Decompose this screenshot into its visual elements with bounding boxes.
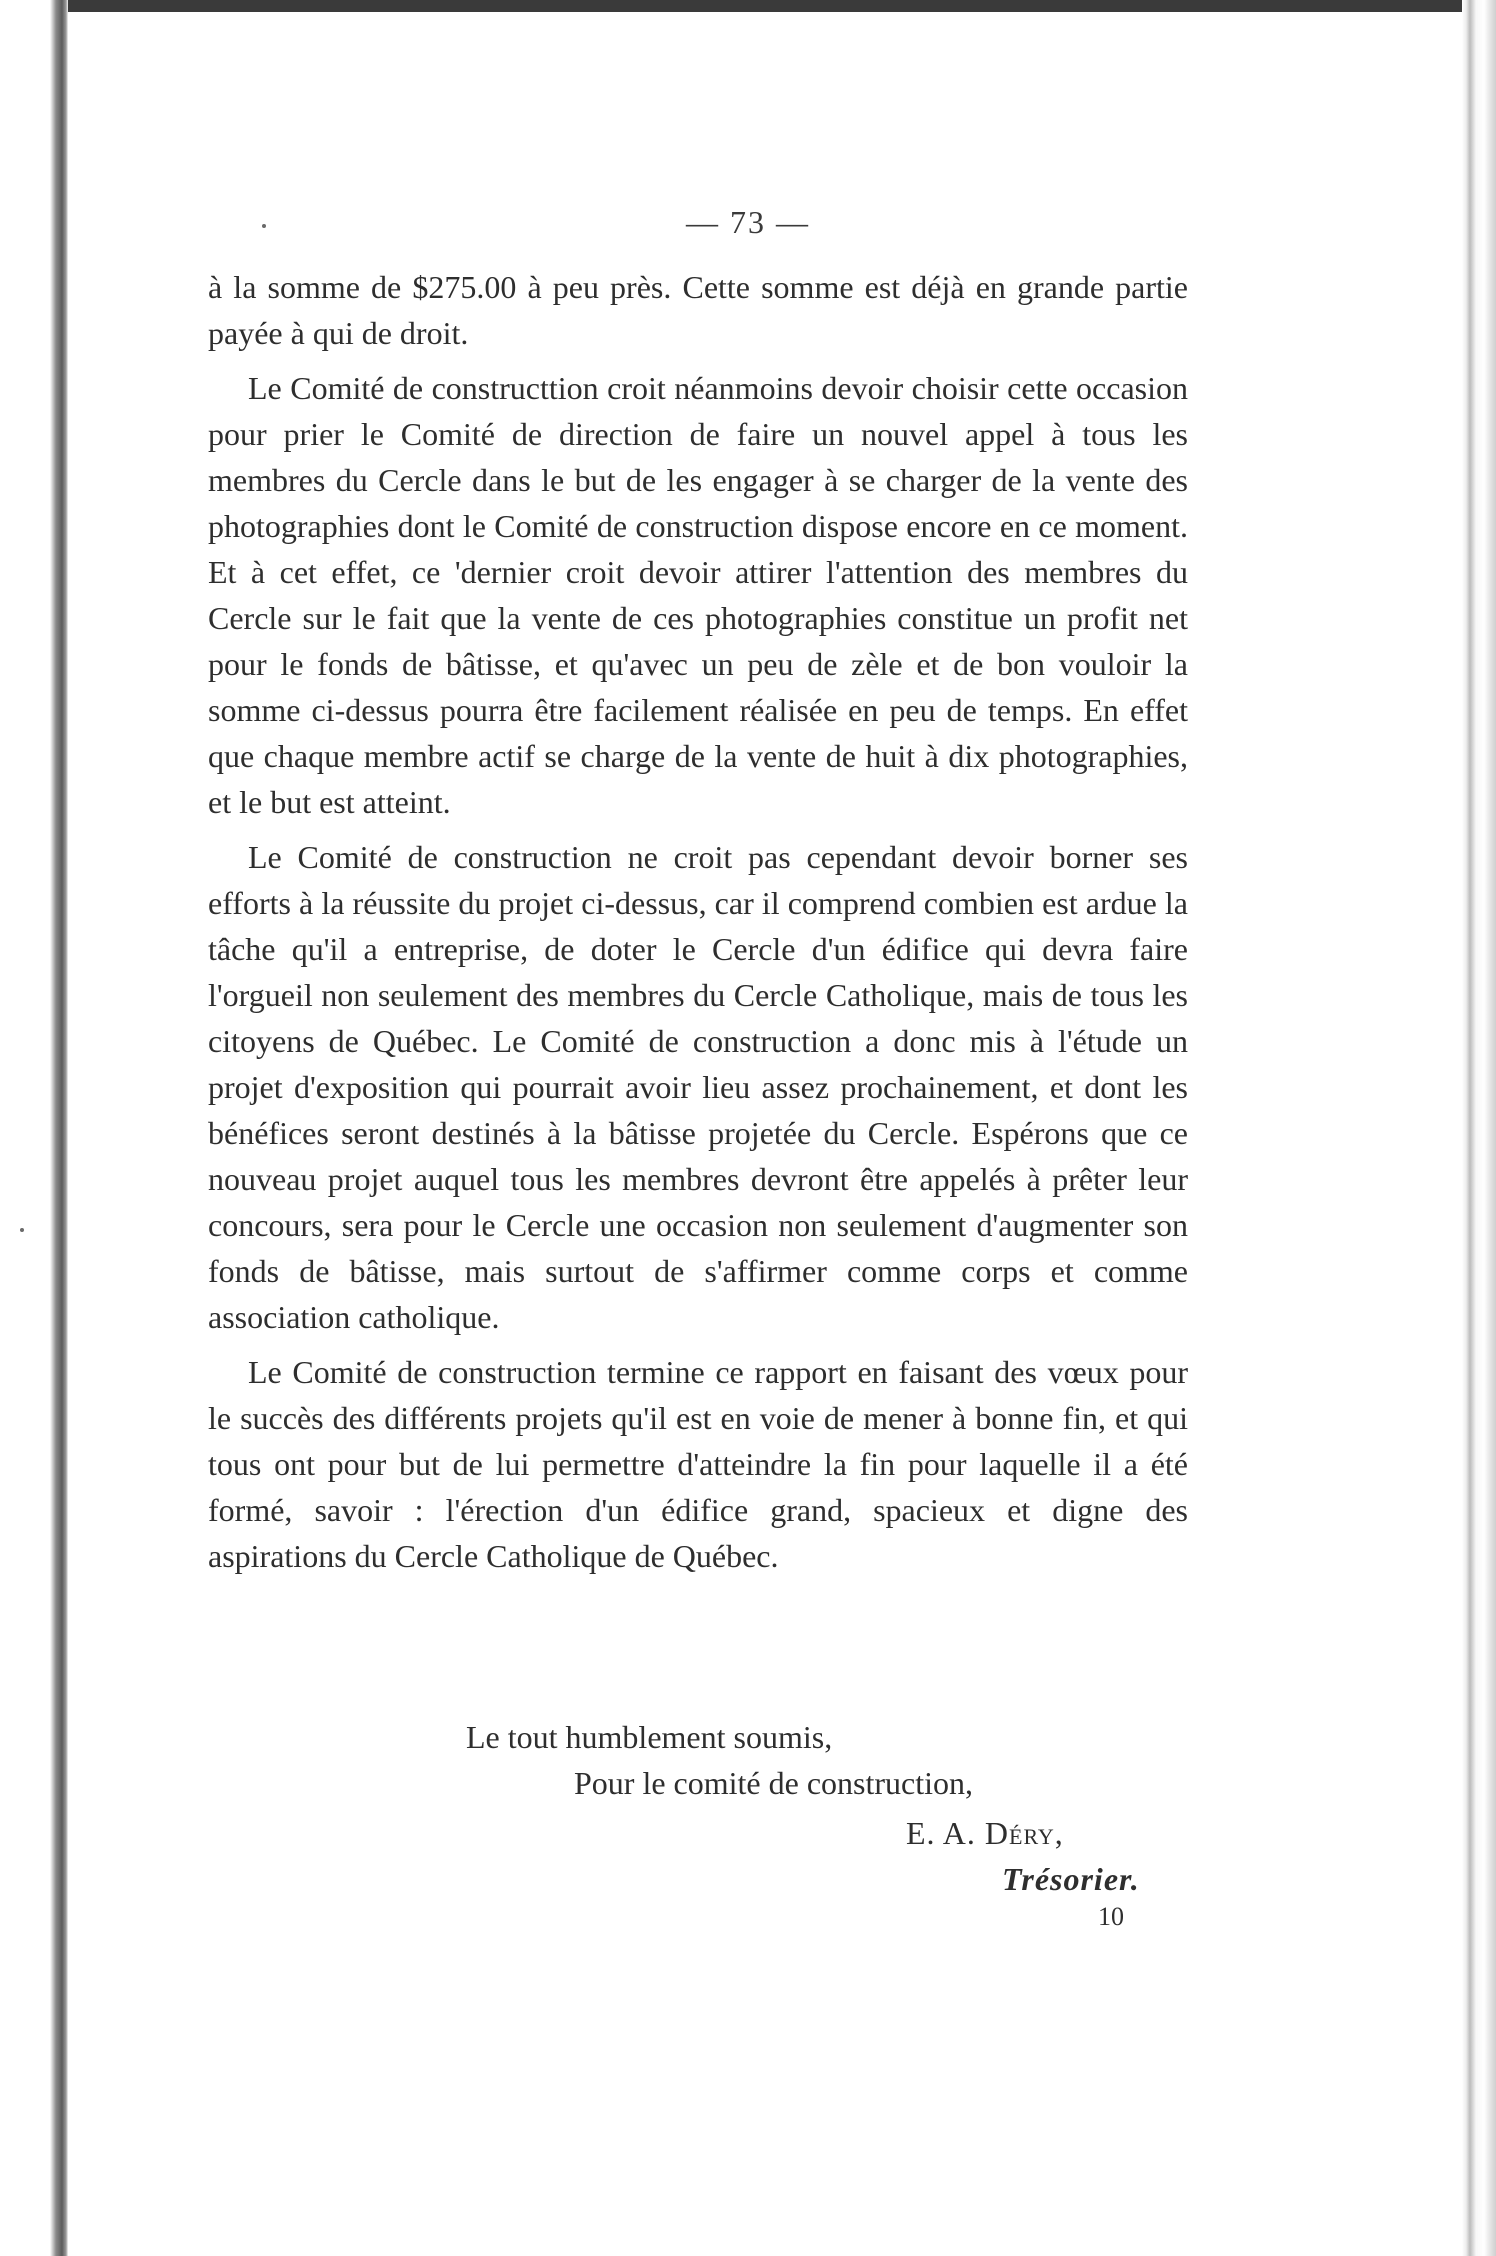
paragraph: Le Comité de constructtion croit néanmoins devoir choisir cette occasion pour prier le Comité de direction de faire un nouvel appel à tous les membres du Cercle dans le but de les engager à se charger de la vente des photographies dont le Comité de construction dispose encore en ce moment. Et à cet effet, ce 'dernier croit devoir attirer l'attention des membres du Cercle sur le fait que la vente de ces photographies constitue un profit net pour le fonds de bâtisse, et qu'avec un peu de zèle et de bon vouloir la somme ci-dessus pourra être facilement réalisée en peu de temps. En effet que chaque membre actif se charge de la vente de huit à dix photographies, et le but est atteint. xyxy=(208,370,1188,820)
body-text xyxy=(208,264,1188,1588)
sheet-signature-mark: 10 xyxy=(1098,1902,1124,1931)
paragraph-continuation: à la somme de $275.00 à peu près. Cette somme est déjà en grande partie payée à qui de droit. xyxy=(208,269,1188,351)
closing-line: Pour le comité de construction, xyxy=(574,1765,974,1801)
signatory-title: Trésorier. xyxy=(1002,1861,1140,1897)
page-right-edge xyxy=(1462,0,1496,2256)
closing-line: Le tout humblement soumis, xyxy=(466,1719,833,1755)
page-number: — 73 — xyxy=(686,204,810,240)
book-gutter-edge xyxy=(0,0,68,2256)
scan-speck xyxy=(20,1228,24,1232)
scan-top-border xyxy=(0,0,1496,12)
signatory-name: E. A. Déry, xyxy=(906,1815,1064,1851)
paragraph: Le Comité de construction termine ce rapport en faisant des vœux pour le succès des différents projets qu'il est en voie de mener à bonne fin, et qui tous ont pour but de lui permettre d'atteindre la fin pour laquelle il a été formé, savoir : l'érection d'un édifice grand, spacieux et digne des aspirations du Cercle Catholique de Québec. xyxy=(208,1354,1188,1574)
paragraph: Le Comité de construction ne croit pas cependant devoir borner ses efforts à la réussite du projet ci-dessus, car il comprend combien est ardue la tâche qu'il a entreprise, de doter le Cercle d'un édifice qui devra faire l'orgueil non seulement des membres du Cercle Catholique, mais de tous les citoyens de Québec. Le Comité de construction a donc mis à l'étude un projet d'exposition qui pourrait avoir lieu assez prochainement, et dont les bénéfices seront destinés à la bâtisse projetée du Cercle. Espérons que ce nouveau projet auquel tous les membres devront être appelés à prêter leur concours, sera pour le Cercle une occasion non seulement d'augmenter son fonds de bâtisse, mais surtout de s'affirmer comme corps et comme association catholique. xyxy=(208,839,1188,1335)
